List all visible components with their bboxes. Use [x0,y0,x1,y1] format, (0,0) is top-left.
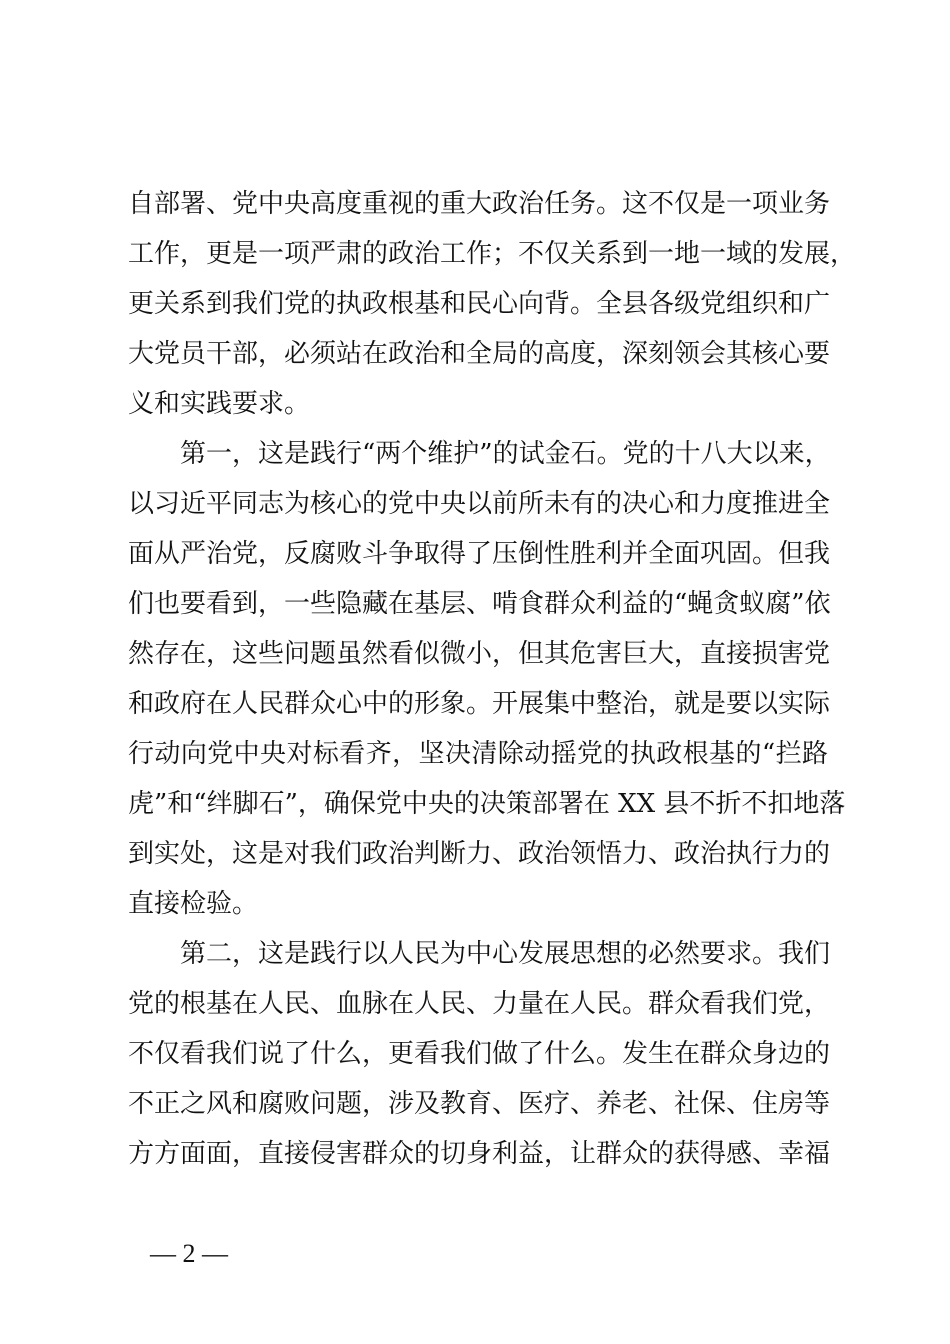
text-line: 不正之风和腐败问题，涉及教育、医疗、养老、社保、住房等 [128,1089,831,1119]
text-line: 以习近平同志为核心的党中央以前所未有的决心和力度推进全 [128,489,831,519]
text-line: 到实处，这是对我们政治判断力、政治领悟力、政治执行力的 [128,839,831,869]
text-line: 直接检验。 [128,889,259,919]
text-line: 和政府在人民群众心中的形象。开展集中整治，就是要以实际 [128,689,831,719]
text-line: 不仅看我们说了什么，更看我们做了什么。发生在群众身边的 [128,1039,831,1069]
text-line: 工作，更是一项严肃的政治工作；不仅关系到一地一域的发展， [128,239,857,269]
text-line: 更关系到我们党的执政根基和民心向背。全县各级党组织和广 [128,289,831,319]
text-line: 大党员干部，必须站在政治和全局的高度，深刻领会其核心要 [128,339,831,369]
text-line: 然存在，这些问题虽然看似微小，但其危害巨大，直接损害党 [128,639,831,669]
paragraph-first-line: 第一，这是践行“两个维护”的试金石。党的十八大以来， [180,439,831,469]
text-line: 虎”和“绊脚石”，确保党中央的决策部署在 XX 县不折不扣地落 [128,789,846,819]
text-line: 行动向党中央对标看齐，坚决清除动摇党的执政根基的“拦路 [128,739,828,769]
text-line: 们也要看到，一些隐藏在基层、啃食群众利益的“蝇贪蚁腐”依 [128,589,831,619]
text-line: 自部署、党中央高度重视的重大政治任务。这不仅是一项业务 [128,189,831,219]
text-line: 方方面面，直接侵害群众的切身利益，让群众的获得感、幸福 [128,1139,831,1169]
text-line: 党的根基在人民、血脉在人民、力量在人民。群众看我们党， [128,989,831,1019]
text-line: 义和实践要求。 [128,389,311,419]
text-line: 面从严治党，反腐败斗争取得了压倒性胜利并全面巩固。但我 [128,539,831,569]
paragraph-first-line: 第二，这是践行以人民为中心发展思想的必然要求。我们 [180,939,831,969]
page-number: — 2 — [150,1239,228,1268]
